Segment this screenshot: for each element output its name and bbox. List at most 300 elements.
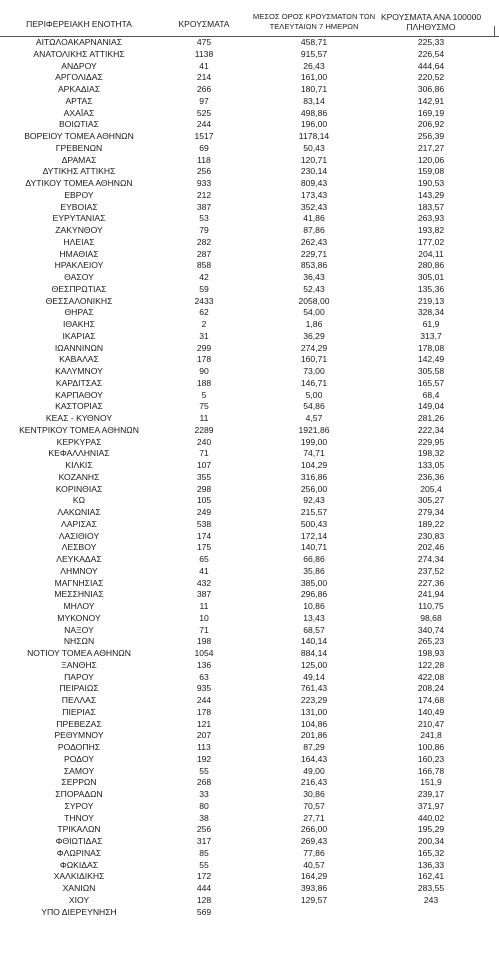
cell-unit: ΦΩΚΙΔΑΣ	[59, 859, 99, 870]
cell-avg: 27,71	[303, 812, 325, 823]
cell-avg: 215,57	[300, 507, 328, 517]
cell-unit: ΝΗΣΩΝ	[63, 636, 95, 647]
table-row	[0, 542, 499, 554]
cell-per100k: 61,9	[422, 319, 440, 329]
cell-per100k: 265,23	[417, 636, 445, 647]
cell-avg: 164,29	[300, 871, 328, 882]
cell-cases: 240	[196, 436, 212, 447]
table-row	[0, 766, 499, 778]
table-row	[0, 813, 499, 825]
table-row	[0, 801, 499, 813]
cell-per100k: 202,46	[417, 542, 445, 553]
cell-unit: ΔΥΤΙΚΟΥ ΤΟΜΕΑ ΑΘΗΝΩΝ	[25, 178, 133, 188]
cell-per100k: 120,06	[417, 154, 445, 165]
column-header-per-100k: ΚΡΟΥΣΜΑΤΑ ΑΝΑ 100000 ΠΛΗΘΥΣΜΟ	[380, 12, 482, 32]
cell-per100k: 210,47	[417, 718, 445, 729]
cell-unit: ΗΛΕΙΑΣ	[63, 236, 95, 247]
cell-avg: 66,86	[303, 554, 325, 564]
cell-per100k: 440,02	[417, 812, 445, 823]
cell-cases: 41	[199, 565, 209, 576]
cell-unit: ΛΗΜΝΟΥ	[60, 565, 98, 576]
cell-per100k: 328,34	[417, 307, 445, 318]
cell-cases: 212	[196, 189, 212, 200]
cell-cases: 299	[196, 342, 212, 353]
cell-cases: 105	[196, 495, 212, 506]
cell-avg: 201,86	[300, 730, 328, 741]
cell-cases: 2	[201, 319, 207, 329]
cell-cases: 107	[196, 460, 212, 470]
cell-unit: ΥΠΟ ΔΙΕΡΕΥΝΗΣΗ	[41, 906, 117, 917]
table-row	[0, 366, 499, 378]
cell-avg: 83,14	[303, 95, 325, 106]
cell-cases: 175	[196, 542, 212, 553]
table-row	[0, 178, 499, 190]
table-row	[0, 413, 499, 425]
cell-per100k: 371,97	[417, 800, 445, 811]
table-row	[0, 636, 499, 648]
cell-per100k: 159,08	[417, 166, 445, 177]
cell-unit: ΛΑΣΙΘΙΟΥ	[58, 530, 100, 541]
cell-avg: 49,00	[303, 765, 325, 776]
table-row	[0, 319, 499, 331]
cell-avg: 35,86	[303, 565, 325, 576]
cell-unit: ΓΡΕΒΕΝΩΝ	[55, 142, 103, 153]
cell-cases: 128	[196, 894, 212, 905]
cell-avg: 266,00	[300, 824, 328, 835]
cell-cases: 85	[199, 847, 209, 858]
cell-per100k: 174,68	[417, 695, 445, 705]
cell-per100k: 68,4	[422, 389, 440, 400]
cell-unit: ΛΑΡΙΣΑΣ	[61, 518, 97, 529]
cell-unit: ΚΕΝΤΡΙΚΟΥ ΤΟΜΕΑ ΑΘΗΝΩΝ	[19, 424, 139, 435]
cell-unit: ΖΑΚΥΝΘΟΥ	[55, 225, 103, 235]
table-row	[0, 143, 499, 155]
cell-unit: ΙΚΑΡΙΑΣ	[62, 330, 96, 341]
cell-cases: 59	[199, 283, 209, 294]
table-row	[0, 202, 499, 214]
cell-per100k: 162,41	[417, 871, 445, 882]
table-row	[0, 354, 499, 366]
cell-unit: ΡΟΔΟΥ	[64, 753, 94, 764]
cell-cases: 317	[196, 836, 212, 846]
cell-per100k: 190,53	[417, 178, 445, 188]
table-row	[0, 225, 499, 237]
cell-unit: ΜΥΚΟΝΟΥ	[57, 612, 101, 623]
cell-unit: ΚΑΡΔΙΤΣΑΣ	[55, 377, 103, 388]
table-row	[0, 437, 499, 449]
cell-avg: 10,86	[303, 601, 325, 611]
cell-per100k: 183,57	[417, 201, 445, 212]
cell-cases: 31	[199, 330, 209, 341]
cell-cases: 355	[196, 471, 212, 482]
cell-per100k: 305,01	[417, 272, 445, 282]
cell-per100k: 177,02	[417, 236, 445, 247]
cell-avg: 393,86	[300, 883, 328, 893]
table-row	[0, 284, 499, 296]
cell-per100k: 227,36	[417, 577, 445, 588]
cell-per100k: 241,8	[420, 730, 442, 741]
cell-cases: 188	[196, 377, 212, 388]
cell-per100k: 225,33	[417, 37, 445, 47]
cell-unit: ΗΡΑΚΛΕΙΟΥ	[54, 260, 104, 271]
table-row	[0, 601, 499, 613]
cell-per100k: 230,83	[417, 530, 445, 541]
table-row	[0, 613, 499, 625]
table-row	[0, 578, 499, 590]
cell-per100k: 100,86	[417, 742, 445, 752]
cell-per100k: 98,68	[420, 612, 442, 623]
cell-cases: 10	[199, 612, 209, 623]
cell-unit: ΑΝΑΤΟΛΙΚΗΣ ΑΤΤΙΚΗΣ	[33, 48, 125, 59]
cell-per100k: 222,34	[417, 424, 445, 435]
cell-cases: 172	[196, 871, 212, 882]
cell-avg: 50,43	[303, 142, 325, 153]
cell-cases: 387	[196, 201, 212, 212]
cell-avg: 146,71	[300, 377, 328, 388]
cell-cases: 198	[196, 636, 212, 647]
cell-per100k: 283,55	[417, 883, 445, 893]
cell-avg: 36,43	[303, 272, 325, 282]
table-row	[0, 37, 499, 49]
cell-unit: ΣΕΡΡΩΝ	[61, 777, 97, 788]
cell-avg: 230,14	[300, 166, 328, 177]
cell-unit: ΑΙΤΩΛΟΑΚΑΡΝΑΝΙΑΣ	[35, 37, 123, 47]
cell-per100k: 280,86	[417, 260, 445, 271]
cell-cases: 244	[196, 695, 212, 705]
cell-avg: 70,57	[303, 800, 325, 811]
table-row	[0, 307, 499, 319]
table-row	[0, 554, 499, 566]
cell-per100k: 236,36	[417, 471, 445, 482]
table-row	[0, 730, 499, 742]
cell-cases: 538	[196, 518, 212, 529]
table-row	[0, 72, 499, 84]
table-row	[0, 84, 499, 96]
table-row	[0, 390, 499, 402]
cell-per100k: 208,24	[417, 683, 445, 694]
cell-unit: ΕΥΡΥΤΑΝΙΑΣ	[52, 213, 106, 224]
cell-per100k: 217,27	[417, 142, 445, 153]
cell-avg: 4,57	[305, 413, 323, 423]
cell-avg: 87,86	[303, 225, 325, 235]
cell-unit: ΚΕΦΑΛΛΗΝΙΑΣ	[48, 448, 110, 459]
table-row	[0, 260, 499, 272]
cell-per100k: 195,29	[417, 824, 445, 835]
cell-per100k: 165,57	[417, 377, 445, 388]
column-header-unit: ΠΕΡΙΦΕΡΕΙΑΚΗ ΕΝΟΤΗΤΑ	[26, 19, 132, 29]
cell-per100k: 241,94	[417, 589, 445, 600]
cell-unit: ΚΕΡΚΥΡΑΣ	[56, 436, 102, 447]
cell-cases: 935	[196, 683, 212, 694]
cell-per100k: 237,52	[417, 565, 445, 576]
cell-avg: 809,43	[300, 178, 328, 188]
cell-cases: 71	[199, 448, 209, 459]
table-row	[0, 249, 499, 261]
cell-unit: ΒΟΡΕΙΟΥ ΤΟΜΕΑ ΑΘΗΝΩΝ	[24, 131, 134, 141]
cell-avg: 1921,86	[298, 424, 330, 435]
cell-cases: 63	[199, 671, 209, 682]
cell-unit: ΑΝΔΡΟΥ	[61, 60, 97, 71]
table-row	[0, 860, 499, 872]
cell-unit: ΛΕΥΚΑΔΑΣ	[56, 554, 102, 564]
table-row	[0, 213, 499, 225]
cell-unit: ΠΙΕΡΙΑΣ	[62, 706, 96, 717]
cell-per100k: 205,4	[420, 483, 442, 494]
cell-avg: 216,43	[300, 777, 328, 788]
cell-avg: 223,29	[300, 695, 328, 705]
cell-cases: 71	[199, 624, 209, 635]
cell-avg: 52,43	[303, 283, 325, 294]
cell-cases: 113	[197, 742, 211, 752]
cell-unit: ΗΜΑΘΙΑΣ	[59, 248, 99, 259]
cell-cases: 11	[199, 601, 209, 611]
cell-avg: 131,00	[300, 706, 328, 717]
cell-unit: ΚΑΣΤΟΡΙΑΣ	[55, 401, 103, 412]
cell-per100k: 444,64	[417, 60, 445, 71]
cell-cases: 244	[196, 119, 212, 130]
cell-unit: ΣΥΡΟΥ	[64, 800, 94, 811]
cell-unit: ΜΕΣΣΗΝΙΑΣ	[54, 589, 104, 600]
cell-unit: ΕΒΡΟΥ	[64, 189, 94, 200]
table-row	[0, 777, 499, 789]
cell-unit: ΘΗΡΑΣ	[64, 307, 94, 318]
table-row	[0, 401, 499, 413]
table-row	[0, 460, 499, 472]
cell-cases: 2433	[194, 295, 214, 306]
cell-avg: 40,57	[303, 859, 325, 870]
cell-unit: ΝΟΤΙΟΥ ΤΟΜΕΑ ΑΘΗΝΩΝ	[27, 648, 131, 658]
cell-unit: ΠΕΙΡΑΙΩΣ	[59, 683, 99, 694]
table-row	[0, 695, 499, 707]
cell-cases: 268	[196, 777, 212, 788]
cell-unit: ΦΘΙΩΤΙΔΑΣ	[55, 836, 103, 846]
cell-cases: 90	[199, 366, 209, 376]
cell-cases: 11	[199, 413, 209, 423]
cell-avg: 161,00	[300, 72, 328, 83]
cell-avg: 74,71	[303, 448, 325, 459]
table-row	[0, 625, 499, 637]
cell-cases: 2289	[194, 424, 214, 435]
table-row	[0, 237, 499, 249]
cell-per100k: 122,28	[417, 659, 445, 670]
table-row	[0, 824, 499, 836]
cell-per100k: 189,22	[417, 518, 445, 529]
cell-avg: 41,86	[303, 213, 325, 224]
cell-per100k: 313,7	[420, 330, 442, 341]
cell-cases: 53	[199, 213, 209, 224]
cell-per100k: 229,95	[417, 436, 445, 447]
cell-per100k: 340,74	[417, 624, 445, 635]
cell-avg: 92,43	[303, 495, 325, 506]
cell-avg: 458,71	[300, 37, 328, 47]
cell-cases: 55	[199, 765, 209, 776]
cell-avg: 199,00	[300, 436, 328, 447]
cell-unit: ΔΡΑΜΑΣ	[61, 154, 97, 165]
cell-per100k: 306,86	[417, 84, 445, 94]
cell-unit: ΕΥΒΟΙΑΣ	[60, 201, 98, 212]
cell-avg: 160,71	[300, 354, 328, 365]
cell-unit: ΚΟΡΙΝΘΙΑΣ	[55, 483, 103, 494]
cell-unit: ΝΑΞΟΥ	[64, 624, 94, 635]
cell-per100k: 219,13	[417, 295, 445, 306]
cell-unit: ΚΑΒΑΛΑΣ	[59, 354, 99, 365]
table-row	[0, 519, 499, 531]
cell-unit: ΒΟΙΩΤΙΑΣ	[59, 119, 99, 130]
column-header-cases: ΚΡΟΥΣΜΑΤΑ	[178, 19, 230, 29]
table-row	[0, 296, 499, 308]
cell-per100k: 133,05	[417, 460, 445, 470]
cell-avg: 915,57	[300, 48, 328, 59]
cell-unit: ΤΗΝΟΥ	[64, 812, 94, 823]
cell-cases: 298	[196, 483, 212, 494]
cell-avg: 5,00	[305, 389, 323, 400]
cell-avg: 884,14	[300, 648, 328, 658]
cell-unit: ΠΡΕΒΕΖΑΣ	[56, 718, 102, 729]
cell-cases: 38	[199, 812, 209, 823]
cell-cases: 178	[196, 354, 212, 365]
cell-avg: 853,86	[300, 260, 328, 271]
table-row	[0, 131, 499, 143]
table-row	[0, 484, 499, 496]
table-row	[0, 660, 499, 672]
cell-cases: 256	[196, 824, 212, 835]
cell-avg: 125,00	[300, 659, 328, 670]
cell-per100k: 279,34	[417, 507, 445, 517]
cell-avg: 54,86	[303, 401, 325, 412]
cell-avg: 269,43	[300, 836, 328, 846]
cell-unit: ΘΕΣΣΑΛΟΝΙΚΗΣ	[45, 295, 113, 306]
header-edge-divider	[494, 26, 495, 36]
cell-cases: 214	[196, 72, 212, 83]
cell-cases: 287	[196, 248, 212, 259]
cell-per100k: 142,91	[417, 95, 445, 106]
table-row	[0, 683, 499, 695]
table-row	[0, 836, 499, 848]
cell-unit: ΜΗΛΟΥ	[63, 601, 95, 611]
cell-per100k: 160,23	[417, 753, 445, 764]
table-row	[0, 96, 499, 108]
cell-avg: 761,43	[300, 683, 328, 694]
cell-cases: 192	[196, 753, 212, 764]
cell-cases: 1054	[194, 648, 214, 658]
cell-avg: 30,86	[303, 789, 325, 799]
cell-cases: 249	[196, 507, 212, 517]
cell-per100k: 256,39	[417, 131, 445, 141]
cell-cases: 33	[199, 789, 209, 799]
table-row	[0, 378, 499, 390]
cell-per100k: 200,34	[417, 836, 445, 846]
cell-unit: ΞΑΝΘΗΣ	[61, 659, 97, 670]
cell-unit: ΑΡΓΟΛΙΔΑΣ	[55, 72, 103, 83]
table-row	[0, 871, 499, 883]
cell-cases: 80	[199, 800, 209, 811]
cell-cases: 42	[199, 272, 209, 282]
cell-avg: 385,00	[300, 577, 328, 588]
cell-avg: 316,86	[300, 471, 328, 482]
cell-per100k: 198,32	[417, 448, 445, 459]
cell-cases: 1517	[194, 131, 214, 141]
cell-unit: ΤΡΙΚΑΛΩΝ	[57, 824, 101, 835]
cell-avg: 172,14	[300, 530, 328, 541]
cell-unit: ΣΑΜΟΥ	[63, 765, 95, 776]
cell-cases: 79	[199, 225, 209, 235]
cell-cases: 118	[197, 154, 211, 165]
table-row	[0, 754, 499, 766]
cell-cases: 121	[196, 718, 212, 729]
cell-avg: 87,29	[303, 742, 325, 752]
cell-per100k: 110,75	[418, 601, 444, 611]
cell-avg: 274,29	[300, 342, 328, 353]
cell-avg: 256,00	[300, 483, 328, 494]
cell-cases: 178	[196, 706, 212, 717]
table-row	[0, 789, 499, 801]
cell-unit: ΠΑΡΟΥ	[64, 671, 94, 682]
table-row	[0, 648, 499, 660]
cell-cases: 41	[199, 60, 209, 71]
table-row	[0, 719, 499, 731]
cell-per100k: 206,92	[417, 119, 445, 130]
cell-per100k: 151,9	[420, 777, 442, 788]
cell-unit: ΣΠΟΡΑΔΩΝ	[55, 789, 103, 799]
cell-unit: ΑΡΤΑΣ	[65, 95, 93, 106]
cell-per100k: 169,19	[417, 107, 445, 118]
cell-avg: 68,57	[303, 624, 325, 635]
cell-cases: 256	[196, 166, 212, 177]
cell-per100k: 243	[423, 894, 439, 905]
table-row	[0, 742, 499, 754]
cell-cases: 266	[196, 84, 212, 94]
cell-unit: ΛΕΣΒΟΥ	[61, 542, 97, 553]
table-row	[0, 331, 499, 343]
table-row	[0, 190, 499, 202]
cell-unit: ΘΕΣΠΡΩΤΙΑΣ	[51, 283, 107, 294]
table-header	[0, 0, 499, 36]
cell-unit: ΚΑΛΥΜΝΟΥ	[55, 366, 103, 376]
cell-unit: ΚΟΖΑΝΗΣ	[58, 471, 100, 482]
table-row	[0, 425, 499, 437]
cell-per100k: 140,49	[417, 706, 445, 717]
cell-unit: ΙΩΑΝΝΙΝΩΝ	[54, 342, 104, 353]
cell-per100k: 149,04	[417, 401, 445, 412]
table-row	[0, 589, 499, 601]
table-row	[0, 272, 499, 284]
cell-per100k: 198,93	[417, 648, 445, 658]
cell-unit: ΜΑΓΝΗΣΙΑΣ	[54, 577, 104, 588]
table-row	[0, 566, 499, 578]
cell-cases: 75	[199, 401, 209, 412]
cell-avg: 26,43	[303, 60, 325, 71]
cell-unit: ΧΑΝΙΩΝ	[62, 883, 96, 893]
cell-avg: 1178,14	[298, 131, 330, 141]
cell-avg: 140,71	[300, 542, 328, 553]
cell-avg: 2058,00	[298, 295, 330, 306]
cell-cases: 475	[196, 37, 212, 47]
cell-avg: 13,43	[303, 612, 325, 623]
cell-unit: ΧΑΛΚΙΔΙΚΗΣ	[53, 871, 105, 882]
table-row	[0, 61, 499, 73]
cell-unit: ΚΙΛΚΙΣ	[65, 460, 93, 470]
cell-avg: 140,14	[300, 636, 328, 647]
cell-unit: ΛΑΚΩΝΙΑΣ	[57, 507, 101, 517]
table-row	[0, 531, 499, 543]
cell-avg: 180,71	[300, 84, 328, 94]
table-row	[0, 895, 499, 907]
cell-avg: 120,71	[300, 154, 328, 165]
cell-cases: 1138	[194, 48, 214, 59]
cell-cases: 97	[199, 95, 209, 106]
cell-per100k: 142,49	[417, 354, 445, 365]
cell-unit: ΧΙΟΥ	[68, 894, 90, 905]
